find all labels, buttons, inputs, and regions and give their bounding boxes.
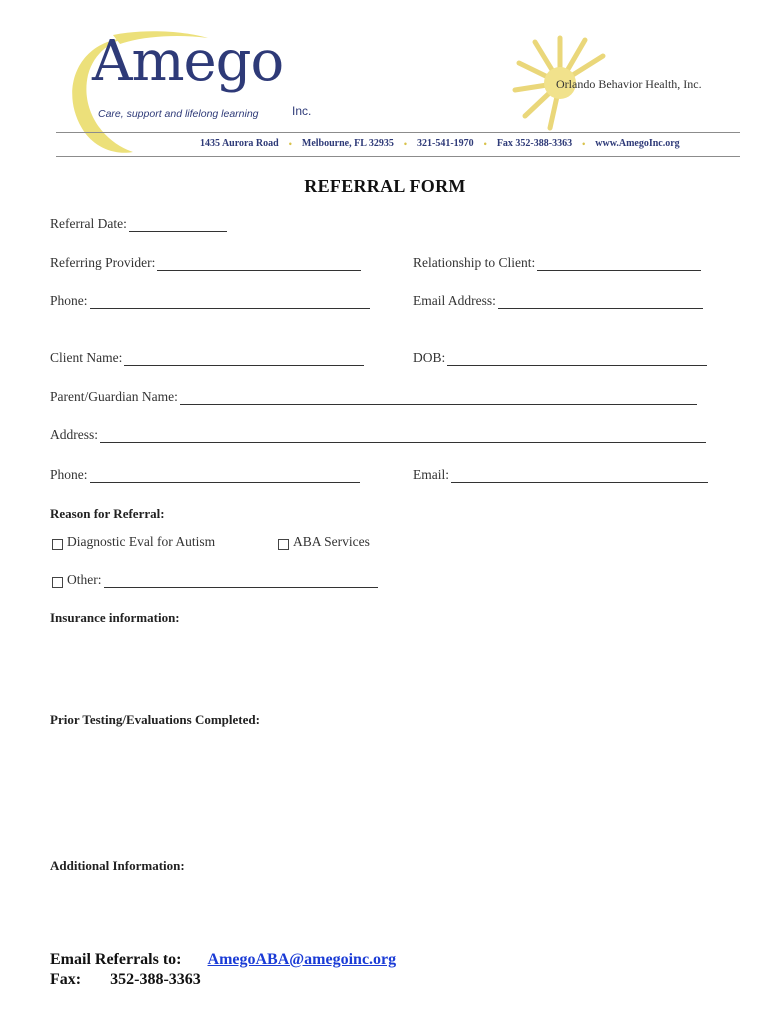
amego-wordmark: Amego xyxy=(92,29,284,94)
email-label: Email: xyxy=(413,467,449,482)
guardian-input[interactable] xyxy=(180,390,697,405)
client-name-label: Client Name: xyxy=(50,350,123,365)
checkbox-icon[interactable] xyxy=(278,539,289,550)
phone2-label: Phone: xyxy=(50,467,88,482)
email-address-field xyxy=(413,293,703,309)
header-rule-bottom xyxy=(56,156,740,157)
client-name-input[interactable] xyxy=(124,351,364,366)
separator-dot-icon: • xyxy=(288,138,292,149)
client-name-field xyxy=(50,350,364,366)
option-aba-label: ABA Services xyxy=(293,534,370,549)
contact-fax: Fax 352-388-3363 xyxy=(496,138,573,149)
separator-dot-icon: • xyxy=(582,138,586,149)
form-title: REFERRAL FORM xyxy=(304,176,466,196)
phone-input[interactable] xyxy=(90,294,370,309)
address-input[interactable] xyxy=(100,428,706,443)
prior-testing-label: Prior Testing/Evaluations Completed: xyxy=(50,712,260,727)
footer-fax-label: Fax: xyxy=(50,971,82,988)
header-rule-top xyxy=(56,132,740,133)
footer-fax-value: 352-388-3363 xyxy=(110,971,201,988)
address-label: Address: xyxy=(50,427,98,442)
relationship-input[interactable] xyxy=(537,256,701,271)
footer-fax-line xyxy=(50,971,201,989)
checkbox-icon[interactable] xyxy=(52,577,63,588)
dob-field xyxy=(413,350,707,366)
guardian-field xyxy=(50,389,697,405)
phone-field xyxy=(50,293,370,309)
guardian-label: Parent/Guardian Name: xyxy=(50,389,178,404)
partner-name: Orlando Behavior Health, Inc. xyxy=(556,77,702,91)
referral-date-label: Referral Date: xyxy=(50,216,127,231)
separator-dot-icon: • xyxy=(483,138,487,149)
amego-inc: Inc. xyxy=(292,104,312,118)
footer-email-label: Email Referrals to: xyxy=(50,951,182,968)
contact-line xyxy=(200,138,740,149)
other-input[interactable] xyxy=(104,573,378,588)
referral-date-field xyxy=(50,216,227,232)
contact-address: 1435 Aurora Road xyxy=(200,138,279,149)
referral-date-input[interactable] xyxy=(129,217,227,232)
email-field xyxy=(413,467,708,483)
email-input[interactable] xyxy=(451,468,708,483)
phone2-field xyxy=(50,467,360,483)
option-diagnostic[interactable] xyxy=(52,534,215,550)
dob-input[interactable] xyxy=(447,351,707,366)
option-other[interactable] xyxy=(52,572,378,588)
email-address-input[interactable] xyxy=(498,294,703,309)
contact-phone: 321-541-1970 xyxy=(416,138,474,149)
dob-label: DOB: xyxy=(413,350,446,365)
referring-provider-field xyxy=(50,255,361,271)
additional-label: Additional Information: xyxy=(50,858,185,873)
option-aba[interactable] xyxy=(278,534,370,550)
phone2-input[interactable] xyxy=(90,468,360,483)
separator-dot-icon: • xyxy=(403,138,407,149)
contact-website: www.AmegoInc.org xyxy=(595,138,680,149)
footer-email-line xyxy=(50,951,396,969)
checkbox-icon[interactable] xyxy=(52,539,63,550)
relationship-label: Relationship to Client: xyxy=(413,255,536,270)
reason-label: Reason for Referral: xyxy=(50,506,165,521)
referring-provider-input[interactable] xyxy=(157,256,361,271)
insurance-label: Insurance information: xyxy=(50,610,180,625)
address-field xyxy=(50,427,706,443)
relationship-field xyxy=(413,255,701,271)
option-other-label: Other: xyxy=(67,572,102,587)
contact-city: Melbourne, FL 32935 xyxy=(301,138,394,149)
email-address-label: Email Address: xyxy=(413,293,496,308)
option-diagnostic-label: Diagnostic Eval for Autism xyxy=(67,534,216,549)
referring-provider-label: Referring Provider: xyxy=(50,255,156,270)
phone-label: Phone: xyxy=(50,293,88,308)
footer-email-link[interactable]: AmegoABA@amegoinc.org xyxy=(207,951,397,968)
amego-tagline: Care, support and lifelong learning xyxy=(98,108,259,120)
